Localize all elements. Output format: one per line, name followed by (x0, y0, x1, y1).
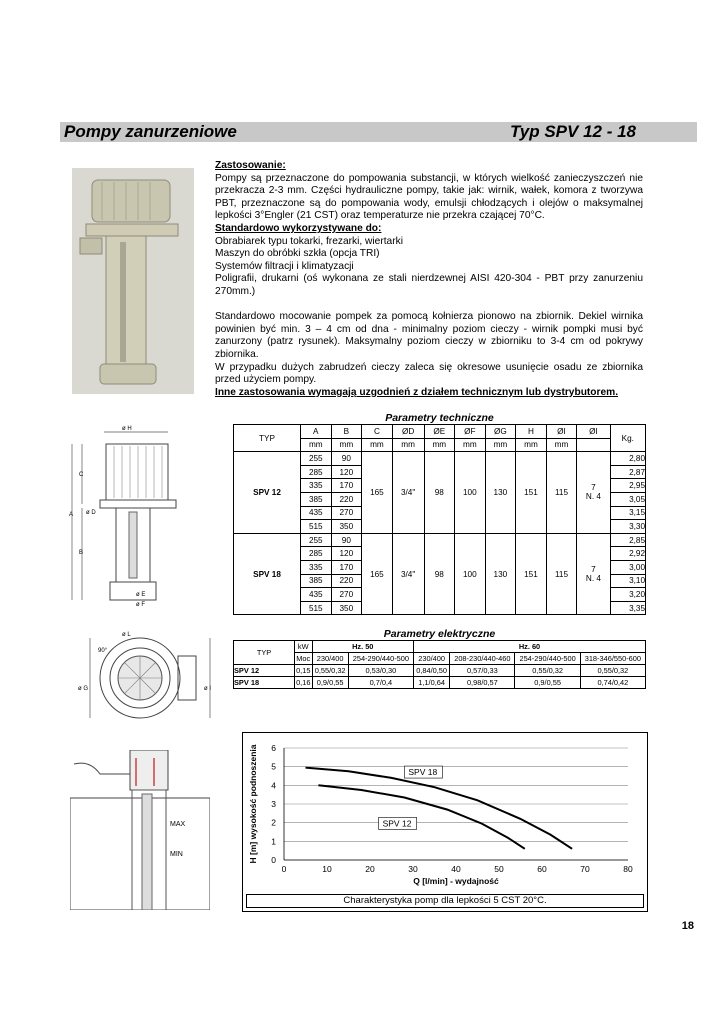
usage-text: Pompy są przeznaczone do pompowania substancji, w których wielkość zanieczyszczeń nie przekracza 2-3 mm. Części hydrauliczne pompy, takie jak: wirnik, wałek, komora z tworzywa PBT, przeznaczone są do pompowania wody, emulsji chłodzących i olejów o maksymalnej lepkości 3°Engler (21 CST) oraz temperaturze nie przekra czającej 70°C. (215, 172, 643, 222)
weight-cell: 2,95 (610, 479, 645, 493)
voltage-cell: 208-230/440-460 (450, 653, 515, 665)
use-item: Systemów filtracji i klimatyzacji (215, 260, 354, 272)
x-tick-label: 70 (580, 864, 590, 874)
x-axis-label: Q [l/min] - wydajność (413, 876, 499, 886)
table-row (234, 677, 646, 689)
table-cell: 255 (301, 452, 332, 466)
header-cell: Hz. 60 (414, 641, 646, 653)
table-cell: 151 (516, 452, 547, 534)
type-cell: SPV 12 (234, 452, 301, 534)
table-cell: 90 (331, 452, 362, 466)
table-cell: 0,9/0,55 (312, 677, 348, 689)
weight-cell: 3,00 (610, 560, 645, 574)
table-cell: 270 (331, 506, 362, 520)
voltage-cell: 254-290/440-500 (515, 653, 580, 665)
unit-cell: mm (455, 438, 486, 452)
table-cell: 0,15 (296, 666, 311, 675)
weight-cell: 3,30 (610, 520, 645, 534)
dim-l-value: 7 (591, 483, 596, 493)
y-axis-label: H [m] wysokość podnoszenia (248, 744, 258, 864)
voltage-cell: 318-346/550-600 (580, 653, 645, 665)
table-cell: 0,55/0,32 (515, 665, 580, 677)
weight-cell: 3,05 (610, 492, 645, 506)
table-cell: 120 (331, 465, 362, 479)
page-number: 18 (681, 920, 694, 932)
table-cell: 385 (301, 574, 332, 588)
max-level-label: MAX (170, 821, 186, 828)
table-cell: 3/4" (392, 452, 424, 534)
dim-l-note: N. 4 (585, 492, 601, 502)
x-tick-label: 30 (408, 864, 418, 874)
table-cell: 100 (455, 452, 486, 534)
min-level-label: MIN (170, 851, 183, 858)
table-cell: 90 (331, 533, 362, 547)
chart-caption: Charakterystyka pomp dla lepkości 5 CST 20°C. (246, 894, 644, 908)
table-cell: 515 (301, 601, 332, 615)
table-cell: 385 (301, 492, 332, 506)
header-cell: TYP (234, 425, 301, 452)
table-cell: 3/4" (392, 533, 424, 615)
pump-side-drawing (66, 424, 186, 610)
dim-g-label: ø G (78, 686, 88, 692)
dim-l-value: 7 (591, 565, 596, 575)
y-tick-label: 4 (271, 780, 276, 791)
table-cell: 435 (301, 588, 332, 602)
table-cell: 130 (485, 452, 516, 534)
dim-f-label: ø F (136, 602, 145, 608)
table-cell: 350 (331, 601, 362, 615)
table-cell: 285 (301, 547, 332, 561)
type-cell: SPV 18 (234, 677, 295, 689)
x-tick-label: 40 (451, 864, 461, 874)
table-cell: 170 (331, 560, 362, 574)
page-title: Pompy zanurzeniowe (64, 122, 237, 141)
table-cell: 115 (546, 533, 577, 615)
cleaning-text: W przypadku dużych zabrudzeń cieczy zaleca się okresowe usunięcie osadu ze zbiornika przed użyciem pompy. (215, 361, 643, 386)
elec-params-caption: Parametry elektryczne (383, 628, 496, 640)
table-cell: 151 (516, 533, 547, 615)
table-cell: 100 (455, 533, 486, 615)
unit-cell: mm (301, 438, 332, 452)
header-cell: Hz. 50 (312, 641, 413, 653)
dim-a-label: A (69, 512, 74, 518)
x-tick-label: 50 (494, 864, 504, 874)
usage-heading: Zastosowanie: (215, 160, 286, 171)
weight-cell: 2,80 (610, 452, 645, 466)
voltage-cell: 254-290/440-500 (348, 653, 413, 665)
unit-cell: mm (331, 438, 362, 452)
header-cell: ØD (392, 425, 424, 439)
table-cell: 220 (331, 492, 362, 506)
table-cell: 165 (362, 452, 393, 534)
note-text: Inne zastosowania wymagają uzgodnień z działem technicznym lub dystrybutorem. (215, 386, 619, 398)
type-cell: SPV 12 (234, 665, 295, 677)
header-cell: A (301, 425, 332, 439)
weight-cell: 3,35 (610, 601, 645, 615)
table-cell: 0,57/0,33 (450, 665, 515, 677)
dim-i-label: ø I (204, 686, 211, 692)
table-cell: 285 (301, 465, 332, 479)
unit-cell: mm (362, 438, 393, 452)
x-tick-label: 80 (623, 864, 633, 874)
table-cell: 120 (331, 547, 362, 561)
use-item: Maszyn do obróbki szkła (opcja TRI) (215, 248, 380, 260)
unit-cell: mm (516, 438, 547, 452)
weight-cell: 2,92 (610, 547, 645, 561)
mounting-text: Standardowo mocowanie pompek za pomocą kołnierza pionowo na zbiornik. Dekiel wirnika powinien być min. 3 – 4 cm od dna - minimalny poziom cieczy - wirnik pompki musi być zanurzony (patrz rysunek). Maksymalny poziom cieczy w zbiorniku to 3-4 cm od pokrywy zbiornika. (215, 311, 643, 360)
weight-cell: 2,87 (610, 465, 645, 479)
header-cell: H (516, 425, 547, 439)
y-tick-label: 5 (271, 761, 276, 772)
table-cell: 0,7/0,4 (348, 677, 413, 689)
table-cell: 0,55/0,32 (580, 665, 645, 677)
weight-cell: 3,15 (610, 506, 645, 520)
elec-params-table (233, 640, 646, 689)
table-cell: 115 (546, 452, 577, 534)
header-cell: Moc (296, 654, 311, 663)
table-cell: 0,55/0,32 (312, 665, 348, 677)
header-cell: ØI (546, 425, 577, 439)
table-cell: 130 (485, 533, 516, 615)
unit-cell: mm (392, 438, 424, 452)
dim-c-label: C (79, 472, 84, 478)
table-row (234, 533, 646, 547)
pump-curve-chart (244, 734, 644, 894)
dim-b-label: B (79, 550, 84, 556)
x-tick-label: 20 (365, 864, 375, 874)
header-cell: ØE (424, 425, 455, 439)
use-item: Obrabiarek typu tokarki, frezarki, wiertarki (215, 235, 403, 247)
table-cell: 0,53/0,30 (348, 665, 413, 677)
table-cell: 220 (331, 574, 362, 588)
table-cell: 0,16 (296, 678, 311, 687)
table-cell: 170 (331, 479, 362, 493)
y-tick-label: 6 (271, 743, 276, 753)
table-cell: 255 (301, 533, 332, 547)
header-cell: B (331, 425, 362, 439)
y-tick-label: 2 (271, 817, 276, 828)
header-cell: kW (295, 641, 313, 653)
unit-cell: mm (546, 438, 577, 452)
header-cell: ØG (485, 425, 516, 439)
angle-label: 90° (98, 648, 108, 654)
series-label: SPV 18 (408, 767, 438, 778)
header-cell: Kg. (610, 425, 645, 452)
tech-params-caption: Parametry techniczne (385, 412, 494, 424)
description (215, 160, 643, 399)
dim-h-label: ø H (122, 426, 132, 432)
header-cell: C (362, 425, 393, 439)
dim-e-label: ø E (136, 592, 146, 598)
table-cell: 0,9/0,55 (515, 677, 580, 689)
table-cell (577, 452, 610, 534)
table-cell: 0,98/0,57 (450, 677, 515, 689)
header-cell: TYP (234, 641, 295, 665)
table-row (234, 425, 646, 439)
standard-uses-heading: Standardowo wykorzystywane do: (215, 222, 382, 234)
table-cell: 335 (301, 560, 332, 574)
header-cell: ØF (455, 425, 486, 439)
use-item: Poligrafii, drukarni (oś wykonana ze stali nierdzewnej AISI 420-304 - PBT przy zanurzeniu 270mm.) (215, 273, 643, 297)
unit-cell: mm (424, 438, 455, 452)
table-cell: 350 (331, 520, 362, 534)
table-cell: 0,84/0,50 (414, 665, 450, 677)
table-cell (577, 533, 610, 615)
table-cell: 165 (362, 533, 393, 615)
table-cell: 98 (424, 533, 455, 615)
dim-d-label: ø D (86, 510, 96, 516)
unit-cell: mm (485, 438, 516, 452)
table-row (234, 641, 646, 653)
table-row (234, 665, 646, 677)
dim-l-note: N. 4 (585, 574, 601, 584)
type-cell: SPV 18 (234, 533, 301, 615)
table-row (234, 452, 646, 466)
table-cell: 1,1/0,64 (414, 677, 450, 689)
table-cell: 98 (424, 452, 455, 534)
pump-top-drawing (78, 628, 216, 720)
tech-params-table (233, 424, 646, 615)
table-cell: 0,74/0,42 (580, 677, 645, 689)
table-cell: 270 (331, 588, 362, 602)
series-line-spv-12 (318, 785, 524, 849)
y-tick-label: 3 (271, 799, 276, 809)
x-tick-label: 0 (281, 864, 287, 874)
table-cell: 335 (301, 479, 332, 493)
table-cell: 515 (301, 520, 332, 534)
weight-cell: 3,10 (610, 574, 645, 588)
model-title: Typ SPV 12 - 18 (510, 122, 636, 141)
voltage-cell: 230/400 (312, 653, 348, 665)
x-tick-label: 10 (322, 864, 332, 874)
pump-photo (72, 168, 194, 394)
series-label: SPV 12 (382, 818, 412, 829)
dim-l-label: ø L (122, 632, 131, 638)
weight-cell: 3,20 (610, 588, 645, 602)
tank-drawing (70, 750, 210, 910)
header-cell: ØI (577, 425, 610, 439)
voltage-cell: 230/400 (414, 653, 450, 665)
y-tick-label: 1 (271, 836, 276, 847)
table-cell: 435 (301, 506, 332, 520)
x-tick-label: 60 (537, 864, 547, 874)
weight-cell: 2,85 (610, 533, 645, 547)
y-tick-label: 0 (271, 855, 276, 865)
